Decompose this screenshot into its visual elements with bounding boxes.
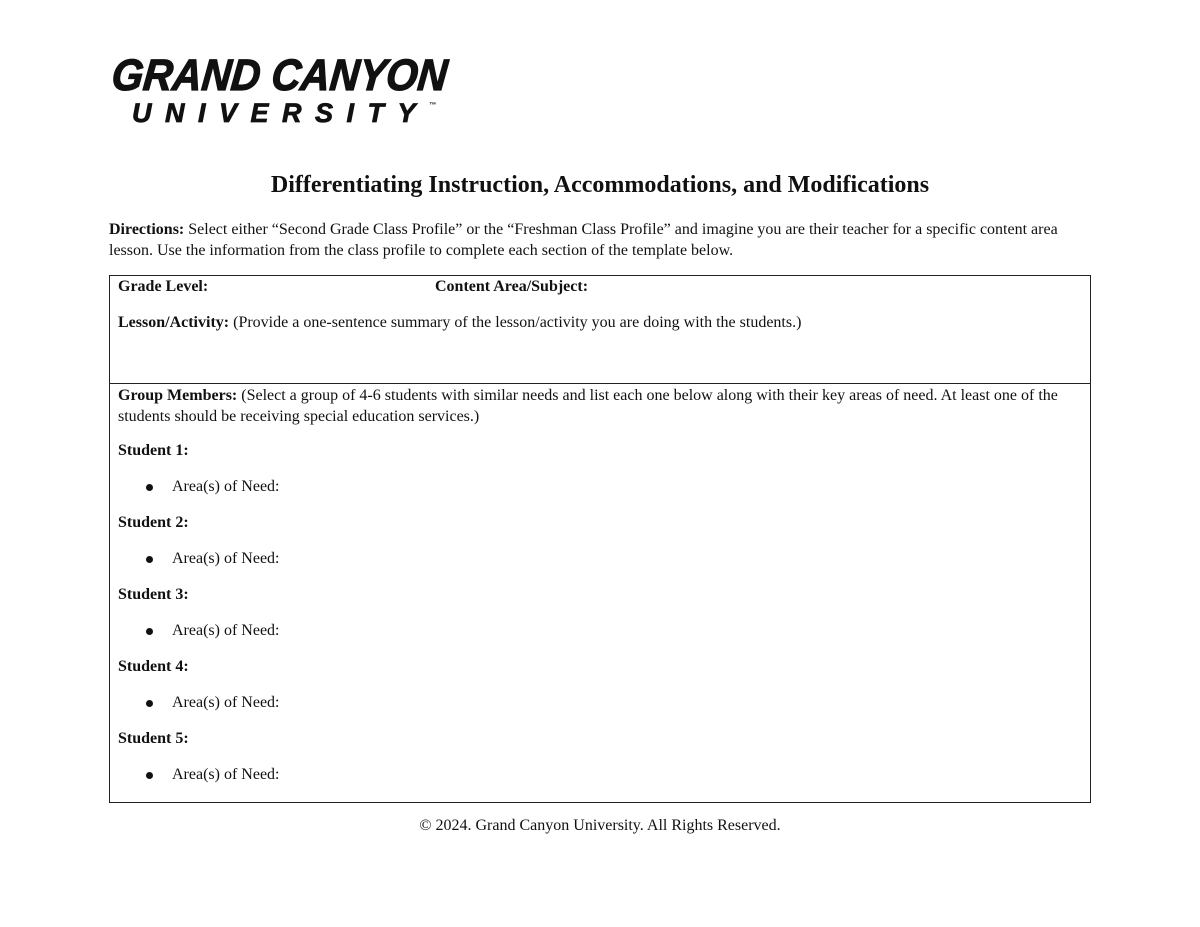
- student-label: Student 2:: [118, 514, 189, 531]
- group-text: (Select a group of 4-6 students with similar needs and list each one below along with their key areas of need. At least one of the students should be receiving special education services.): [118, 387, 1058, 425]
- copyright-footer: © 2024. Grand Canyon University. All Rights Reserved.: [419, 817, 781, 834]
- bullet-icon: [146, 484, 153, 491]
- bullet-icon: [146, 772, 153, 779]
- logo-university: UNIVERSITY: [132, 98, 430, 128]
- area-of-need: Area(s) of Need:: [172, 694, 280, 711]
- lesson-row: [110, 276, 1090, 384]
- directions: [109, 219, 1089, 261]
- page-title: Differentiating Instruction, Accommodations, and Modifications: [270, 172, 930, 198]
- area-of-need: Area(s) of Need:: [172, 622, 280, 639]
- directions-label: Directions:: [109, 221, 185, 238]
- bullet-icon: [146, 556, 153, 563]
- group-label: Group Members:: [118, 387, 238, 404]
- template-table: [109, 275, 1091, 803]
- student-label: Student 3:: [118, 586, 189, 603]
- content-area-label: Content Area/Subject:: [435, 278, 589, 295]
- lesson-label: Lesson/Activity:: [118, 314, 230, 331]
- area-of-need: Area(s) of Need:: [172, 766, 280, 783]
- student-label: Student 5:: [118, 730, 189, 747]
- student-label: Student 1:: [118, 442, 189, 459]
- area-of-need: Area(s) of Need:: [172, 478, 280, 495]
- student-label: Student 4:: [118, 658, 189, 675]
- group-members: [118, 385, 1078, 427]
- logo-line1: GRAND CANYON: [109, 51, 450, 100]
- bullet-icon: [146, 628, 153, 635]
- area-of-need: Area(s) of Need:: [172, 550, 280, 567]
- trademark: ™: [429, 102, 437, 109]
- lesson-text: (Provide a one-sentence summary of the lesson/activity you are doing with the students.): [229, 314, 802, 331]
- logo-line2: [132, 98, 436, 129]
- directions-text: Select either “Second Grade Class Profile” or the “Freshman Class Profile” and imagine you are their teacher for a specific content area lesson. Use the information from the class profile to complete each section of the template below.: [109, 221, 1058, 259]
- lesson-activity: [118, 314, 801, 332]
- bullet-icon: [146, 700, 153, 707]
- grade-level-label: Grade Level:: [118, 278, 209, 295]
- gcu-logo: [109, 51, 476, 128]
